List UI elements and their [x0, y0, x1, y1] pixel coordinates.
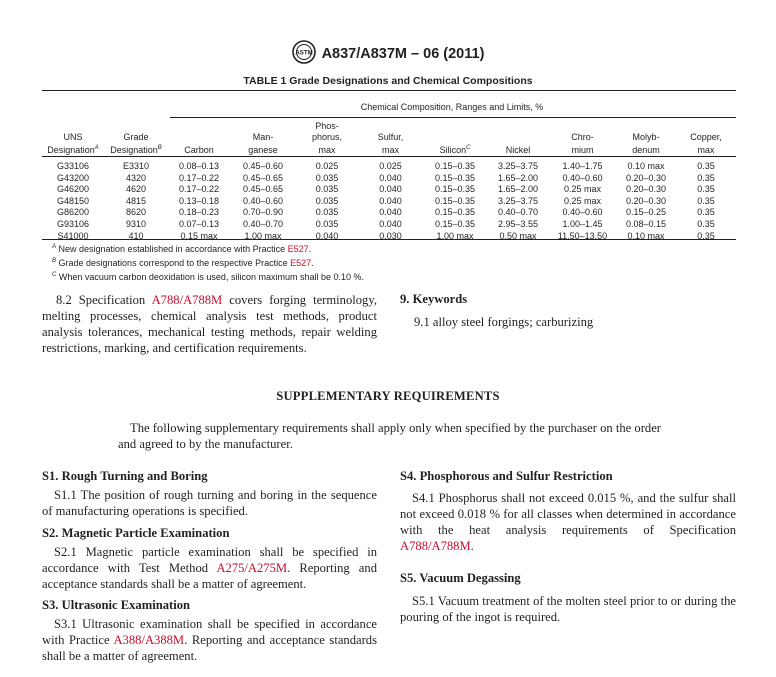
table-cell: 0.45–0.65	[242, 184, 284, 195]
table-cell: 0.35	[697, 218, 715, 229]
column-header: Molyb- denum	[632, 132, 660, 155]
column-header: Copper, max	[690, 132, 722, 155]
table-cell: 3.25–3.75	[497, 195, 539, 206]
table-footnotes	[52, 241, 364, 283]
table-cell: 0.040	[379, 207, 402, 218]
table-cell: 9310	[125, 218, 147, 229]
table-cell: 0.035	[315, 184, 339, 195]
table-cell: 0.15–0.35	[434, 161, 476, 171]
table-cell: 0.15–0.35	[434, 218, 476, 229]
table-cell: 410	[128, 230, 144, 241]
table-cell: 0.35	[697, 195, 715, 206]
table-cell: 0.040	[379, 184, 402, 195]
table-cell: 0.35	[697, 161, 715, 171]
table-cell: 0.13–0.18	[178, 195, 220, 206]
table-cell: 0.035	[315, 207, 339, 218]
link-a388[interactable]: A388/A388M	[113, 633, 185, 647]
table-cell: 0.40–0.70	[242, 218, 284, 229]
table-cell: 0.025	[315, 161, 339, 171]
table-cell: 0.35	[697, 230, 715, 241]
table-cell: G43200	[56, 172, 90, 183]
link-a788-s4[interactable]: A788/A788M	[400, 539, 471, 553]
table-cell: 0.15–0.35	[434, 184, 476, 195]
table-cell: 3.25–3.75	[497, 161, 539, 171]
table-cell: 0.035	[315, 218, 339, 229]
table-cell: G86200	[56, 207, 90, 218]
table-cell: 0.10 max	[627, 161, 665, 171]
table-cell: 0.040	[315, 230, 339, 241]
table-cell: 1.65–2.00	[497, 184, 539, 195]
table-cell: 0.35	[697, 184, 715, 195]
table-cell: G93106	[56, 218, 90, 229]
table-cell: 1.00 max	[436, 230, 474, 241]
table-cell: 0.030	[379, 230, 402, 241]
table-cell: G48150	[56, 195, 90, 206]
footnote-b: $^B$ Grade designations correspond to the respective Practice E527.	[52, 258, 314, 268]
table-cell: 1.65–2.00	[497, 172, 539, 183]
s1-text: S1.1 The position of rough turning and boring in the sequence of manufacturing operations is specified.	[42, 488, 377, 518]
table-cell: 2.95–3.55	[497, 218, 539, 229]
link-a275[interactable]: A275/A275M	[216, 561, 288, 575]
astm-logo-icon	[292, 40, 316, 64]
table-group-header-row	[42, 96, 736, 118]
table-cell: 1.00 max	[244, 230, 282, 241]
table-cell: 0.035	[315, 195, 339, 206]
column-header: Phos- phorus, max	[311, 121, 343, 155]
column-header: Sulfur, max	[377, 132, 404, 155]
s1-heading: S1. Rough Turning and Boring	[42, 469, 208, 483]
supplementary-title: SUPPLEMENTARY REQUIREMENTS	[276, 389, 500, 403]
table-cell: 0.15–0.35	[434, 207, 476, 218]
table-cell: 0.20–0.30	[625, 184, 667, 195]
column-header: Chro- mium	[571, 132, 594, 155]
table-cell: 0.40–0.60	[562, 172, 603, 183]
s4-heading: S4. Phosphorous and Sulfur Restriction	[400, 469, 613, 483]
table-cell: 0.45–0.60	[242, 161, 284, 171]
grade-composition-table	[42, 96, 736, 242]
s2-heading: S2. Magnetic Particle Examination	[42, 526, 230, 540]
link-e527[interactable]: E527	[287, 244, 309, 254]
link-e527-b[interactable]: E527	[290, 258, 312, 268]
table-row	[42, 196, 736, 208]
table-row	[42, 219, 736, 231]
table-cell: 0.035	[315, 172, 339, 183]
column-header: Man- ganese	[248, 132, 278, 155]
page-header	[0, 42, 776, 66]
table-cell: G46200	[56, 184, 90, 195]
table-cell: E3310	[122, 161, 150, 171]
table-cell: 4815	[125, 195, 147, 206]
table-row	[42, 207, 736, 219]
table-cell: 0.07–0.13	[178, 218, 220, 229]
table-cell: 0.70–0.90	[242, 207, 284, 218]
table-row	[42, 184, 736, 196]
table-cell: 4620	[125, 184, 147, 195]
table-cell: 8620	[125, 207, 147, 218]
group-header: Chemical Composition, Ranges and Limits, %	[360, 102, 544, 112]
table-cell: 0.08–0.13	[178, 161, 220, 171]
table-cell: S41000	[57, 230, 89, 241]
table-cell: 0.35	[697, 207, 715, 218]
keywords-heading: 9. Keywords	[400, 292, 468, 306]
table-cell: 0.08–0.15	[625, 218, 667, 229]
table-cell: 11.50–13.50	[557, 230, 608, 241]
table-row	[42, 158, 736, 173]
s4-text: S4.1 Phosphorus shall not exceed 0.015 %, and the sulfur shall not exceed 0.018 % for all classes when determined in accordance with the heat analysis requirements of Specification A788/A788M.	[400, 491, 736, 553]
footnote-a: $^A$ New designation established in accordance with Practice E527.	[52, 244, 312, 254]
table-cell: 0.35	[697, 172, 715, 183]
column-header: Silicon$^C$	[439, 145, 471, 155]
column-header: Grade Designation$^B$	[110, 132, 162, 155]
supplementary-intro: The following supplementary requirements shall apply only when specified by the purchaser on the order and agreed to by the manufacturer.	[118, 421, 661, 451]
table-title: TABLE 1 Grade Designations and Chemical Compositions	[243, 75, 533, 87]
s2-text: S2.1 Magnetic particle examination shall be specified in accordance with Test Method A275/A275M. Reporting and acceptance standards shall be a matter of agreement.	[42, 545, 377, 591]
table-cell: 0.040	[379, 218, 402, 229]
table-cell: 0.040	[379, 195, 402, 206]
table-cell: 0.15–0.35	[434, 172, 476, 183]
table-cell: 0.10 max	[627, 230, 665, 241]
table-cell: G33106	[56, 161, 90, 171]
s3-text: S3.1 Ultrasonic examination shall be specified in accordance with Practice A388/A388M. Reporting and acceptance standards shall be a matter of agreement.	[42, 617, 377, 663]
table-cell: 0.17–0.22	[178, 172, 220, 183]
table-cell: 0.50 max	[499, 230, 537, 241]
paragraph-8-2: 8.2 Specification A788/A788M covers forging terminology, melting processes, chemical analysis test methods, product analysis tolerances, mechanical testing methods, repair welding restrictions, marking, and certification requirements.	[42, 293, 377, 355]
table-cell: 0.40–0.70	[497, 207, 539, 218]
column-header: Carbon	[184, 145, 214, 155]
table-cell: 0.15–0.35	[434, 195, 476, 206]
table-column-header-row	[42, 118, 736, 158]
table-cell: 1.00–1.45	[562, 218, 603, 229]
table-cell: 0.25 max	[563, 195, 602, 206]
document-designation: A837/A837M – 06 (2011)	[321, 45, 485, 62]
table-cell: 0.025	[379, 161, 402, 171]
table-cell: 0.20–0.30	[625, 172, 667, 183]
column-header: UNS Designation$^A$	[47, 132, 99, 155]
keywords-text: 9.1 alloy steel forgings; carburizing	[414, 315, 594, 329]
table-cell: 4320	[125, 172, 147, 183]
table-cell: 0.18–0.23	[178, 207, 220, 218]
table-cell: 0.15–0.25	[625, 207, 667, 218]
s5-heading: S5. Vacuum Degassing	[400, 571, 521, 585]
link-a788[interactable]: A788/A788M	[151, 293, 223, 307]
table-cell: 0.40–0.60	[242, 195, 284, 206]
column-header: Nickel	[505, 145, 531, 155]
svg-text:ASTM: ASTM	[294, 49, 313, 57]
table-cell: 0.15 max	[180, 230, 218, 241]
table-row	[42, 173, 736, 185]
table-cell: 0.17–0.22	[178, 184, 220, 195]
table-cell: 0.040	[379, 172, 402, 183]
table-cell: 1.40–1.75	[562, 161, 603, 171]
table-cell: 0.25 max	[563, 184, 602, 195]
table-cell: 0.40–0.60	[562, 207, 603, 218]
table-top-rule	[42, 90, 736, 91]
table-body	[42, 158, 736, 242]
s5-text: S5.1 Vacuum treatment of the molten steel prior to or during the pouring of the ingot is required.	[400, 594, 736, 624]
footnote-c: $^C$ When vacuum carbon deoxidation is used, silicon maximum shall be 0.10 %.	[52, 272, 364, 282]
s3-heading: S3. Ultrasonic Examination	[42, 598, 190, 612]
table-cell: 0.45–0.65	[242, 172, 284, 183]
table-cell: 0.20–0.30	[625, 195, 667, 206]
